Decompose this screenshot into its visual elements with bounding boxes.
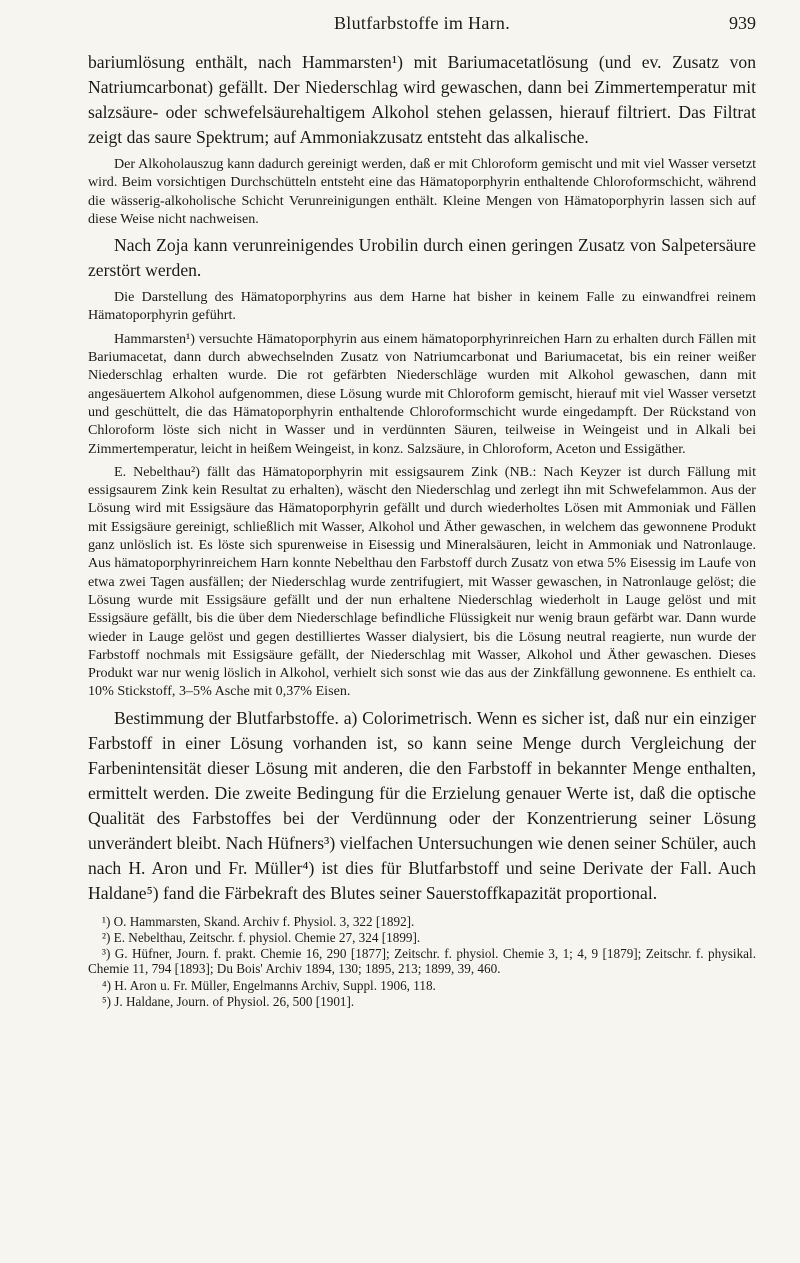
- page-number: 939: [729, 13, 756, 33]
- footnote-4: ⁴) H. Aron u. Fr. Müller, Engelmanns Archiv, Suppl. 1906, 118.: [102, 977, 436, 993]
- paragraph-alcohol-extract-cleaning: Der Alkoholauszug kann dadurch gereinigt werden, daß er mit Chloroform gemischt und mit viel Wasser versetzt wird. Beim vorsichtigen Durchschütteln entsteht eine das Hämatoporphyrin enthaltende Chloroformschicht, während die wässerig-alkoholische Schicht Verunreinigungen enthält. Kleine Mengen von Hämatoporphyrin lassen sich auf diese Weise nicht nachweisen.: [88, 156, 756, 227]
- footnote-2: ²) E. Nebelthau, Zeitschr. f. physiol. Chemie 27, 324 [1899].: [102, 929, 421, 945]
- footnotes: [88, 914, 756, 1009]
- footnote-5: ⁵) J. Haldane, Journ. of Physiol. 26, 500 [1901].: [102, 993, 355, 1009]
- paragraph-barium-precipitation: bariumlösung enthält, nach Hammarsten¹) mit Bariumacetatlösung (und ev. Zusatz von Natriumcarbonat) gefällt. Der Niederschlag wird gewaschen, dann bei Zimmertemperatur mit salzsäure- oder schwefelsäurehaltigem Alkohol stehen gelassen, hierauf filtriert. Das Filtrat zeigt das saure Spektrum; auf Ammoniakzusatz entsteht das alkalische.: [88, 52, 756, 147]
- page-header: [88, 13, 756, 39]
- footnote-3: ³) G. Hüfner, Journ. f. prakt. Chemie 16, 290 [1877]; Zeitschr. f. physiol. Chemie 3, 1; 4, 9 [1879]; Zeitschr. f. physikal. Chemie 11, 794 [1893]; Du Bois' Archiv 1894, 130; 1895, 213; 1899, 39, 460.: [88, 946, 756, 977]
- footnote-1: ¹) O. Hammarsten, Skand. Archiv f. Physiol. 3, 322 [1892].: [102, 913, 415, 929]
- running-title: Blutfarbstoffe im Harn.: [333, 13, 511, 33]
- paragraph-bestimmung-colorimetrisch: Bestimmung der Blutfarbstoffe. a) Colorimetrisch. Wenn es sicher ist, daß nur ein einziger Farbstoff in einer Lösung vorhanden ist, so kann seine Menge durch Vergleichung der Farbenintensität dieser Lösung mit anderen, die den Farbstoff in bekannter Menge enthalten, ermittelt werden. Die zweite Bedingung für die Erzielung genauer Werte ist, daß die optische Qualität des Farbstoffes bei der Verdünnung oder der Konzentrierung seiner Lösung unverändert bleibt. Nach Hüfners³) vielfachen Untersuchungen wie denen seiner Schüler, auch nach H. Aron und Fr. Müller⁴) ist dies für Blutfarbstoff und seine Derivate der Fall. Auch Haldane⁵) fand die Färbekraft des Blutes seiner Sauerstoffkapazität proportional.: [88, 707, 756, 903]
- paragraph-darstellung: Die Darstellung des Hämatoporphyrins aus dem Harne hat bisher in keinem Falle zu einwandfrei reinem Hämatoporphyrin geführt.: [88, 289, 756, 324]
- page-content: [88, 50, 756, 1010]
- paragraph-zoja-urobilin: Nach Zoja kann verunreinigendes Urobilin durch einen geringen Zusatz von Salpetersäure zerstört werden.: [88, 235, 756, 281]
- paragraph-hammarsten-method: Hammarsten¹) versuchte Hämatoporphyrin aus einem hämatoporphyrinreichen Harn zu erhalten durch Fällen mit Bariumacetat, dann durch abwechselnden Zusatz von Natriumcarbonat und Bariumacetat, bis ein reiner weißer Niederschlag erhalten wurde. Die rot gefärbten Niederschläge wurden mit Alkohol gewaschen, dann mit angesäuertem Alkohol aufgenommen, diese Lösung wurde mit Chloroform gemischt, hierauf mit viel Wasser versetzt und geschüttelt, die das Hämatoporphyrin enthaltende Chloroformschicht wurde eingedampft. Der Rückstand von Chloroform löste sich nicht in Wasser und in verdünnten Säuren, teilweise in Weingeist und in Alkali bei Zimmertemperatur, leicht in heißem Weingeist, in konz. Salzsäure, in Chloroform, Aceton und Essigäther.: [88, 330, 756, 457]
- paragraph-nebelthau-method: E. Nebelthau²) fällt das Hämatoporphyrin mit essigsaurem Zink (NB.: Nach Keyzer ist durch Fällung mit essigsaurem Zink kein Resultat zu erhalten), wäscht den Niederschlag und zerlegt ihn mit Schwefelammon. Aus der Lösung wird mit Essigsäure das Hämatoporphyrin gefällt und durch wiederholtes Lösen mit Ammoniak und Fällen mit Essigsäure gereinigt, schließlich mit Wasser, Alkohol und Äther gewaschen, in welchem das gewonnene Produkt ganz unlöslich ist. Es löste sich spurenweise in Eisessig und Mineralsäuren, leicht in Ammoniak und Natronlauge. Aus hämatoporphyrinreichem Harn konnte Nebelthau den Farbstoff durch Zusatz von etwa 5% Eisessig im Laufe von etwa zwei Tagen ausfällen; der Niederschlag wurde zentrifugiert, mit Wasser gewaschen, in Natronlauge gelöst; die Lösung wurde mit Essigsäure gefällt und der nun erhaltene Niederschlag wiederholt in Lauge gelöst und mit Essigsäure gefällt, bis die über dem Niederschlage befindliche Flüssigkeit nur wenig braun gefärbt war. Dann wurde wieder in Lauge gelöst und gegen destilliertes Wasser dialysiert, bis die Lösung neutral reagierte, nun wurde der Farbstoff nochmals mit Essigsäure gefällt, der Niederschlag mit Wasser, Alkohol und Äther gewaschen. Dieses Produkt war nur wenig löslich in Alkohol, verhielt sich sonst wie das aus der Zinkfällung gewonnene. Es enthielt ca. 10% Stickstoff, 3–5% Asche mit 0,37% Eisen.: [88, 463, 756, 700]
